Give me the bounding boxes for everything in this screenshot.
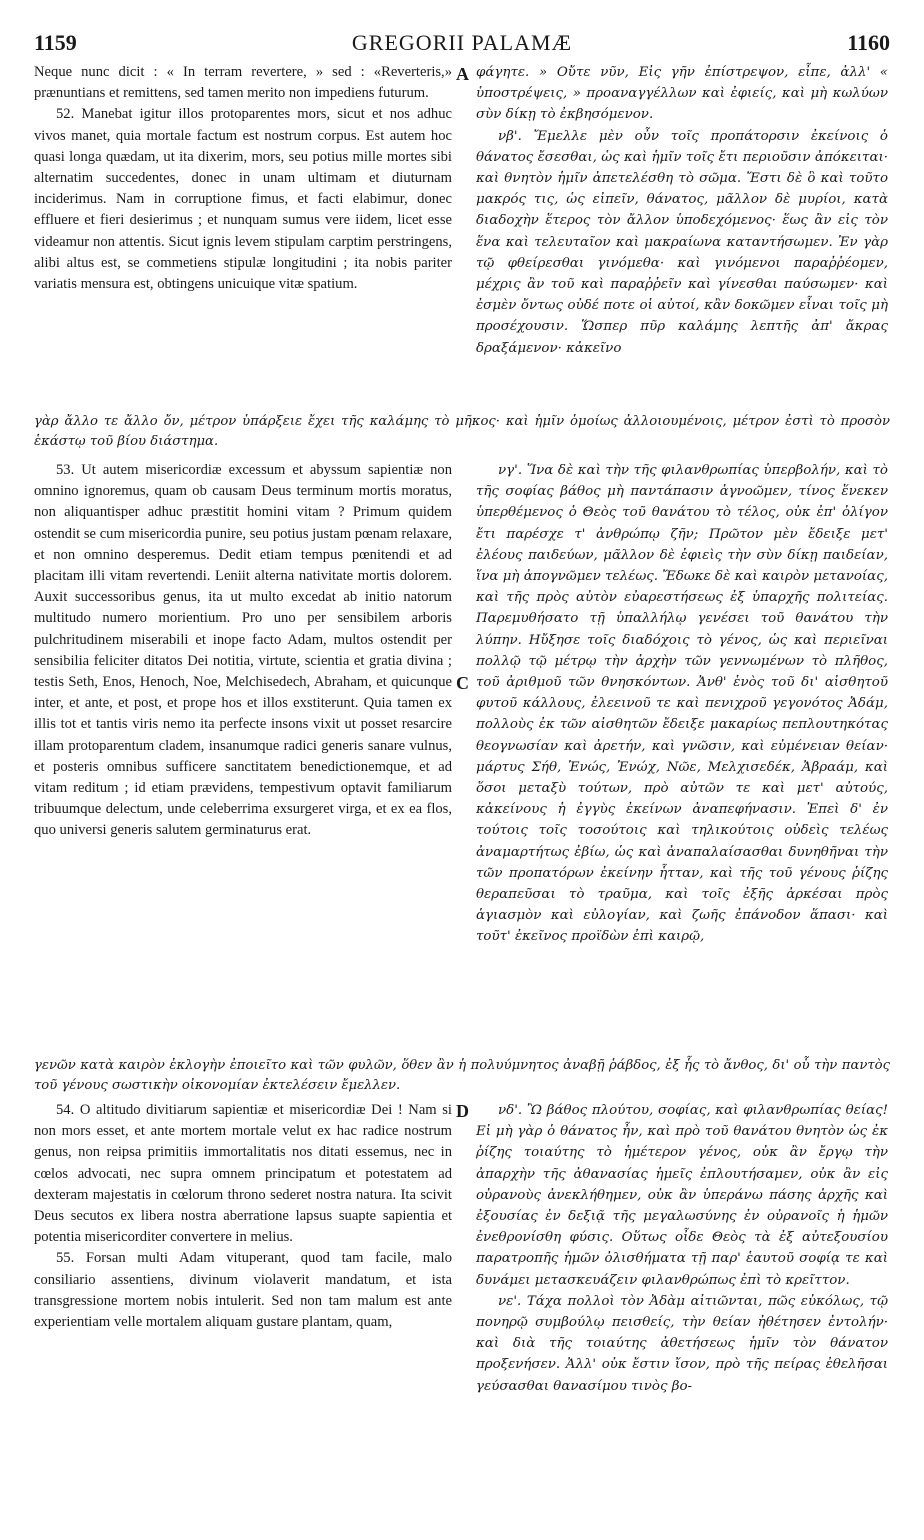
- running-title: GREGORII PALAMÆ: [351, 30, 573, 55]
- greek-paragraph: νβ'. Ἔμελλε μὲν οὖν τοῖς προπάτορσιν ἐκείνοις ὁ θάνατος ἔσεσθαι, ὡς καὶ ἡμῖν τοῖς ἔτι περιοῦσιν ἀπόκειται· καὶ θνητὸν ἡμῖν ἀπετελέσθη τὸ σῶμα. Ἔστι δὲ ὃ καὶ τοῦτο μακρός τις, ὡς εἰπεῖν, θάνατος, μᾶλλον δὲ μυρίοι, κατὰ διαδοχὴν ἕτερος τὸν ἄλλον ὑποδεχόμενος· ἕως ἂν εἰς τὸν ἕνα καὶ τελευταῖον καὶ μακραίωνα καταντήσωμεν. Ἐν γὰρ τῷ φθείρεσθαι γινόμεθα· καὶ γινόμενοι παραῤῥέομεν, μέχρις ἂν τοῦ καὶ παραῤῥεῖν καὶ γίνεσθαι παύσωμεν· καὶ ἐσμὲν ὄντως οὐδέ ποτε οἱ αὐτοί, κἂν δοκῶμεν εἶναι τοῖς μὴ προσέχουσιν. Ὥσπερ πῦρ καλάμης λεπτῆς ἀπ' ἄκρας δραξάμενον· κἀκεῖνο: [476, 128, 888, 356]
- latin-paragraph: 55. Forsan multi Adam vituperant, quod tam facile, malo consiliario assentiens, divinum violaverit mandatum, et ista transgressione mortem nobis intulerit. Sed non tam malum est ante experientiam velle mortalem aliquam gustare plantam, quam,: [34, 1250, 452, 1331]
- latin-column-section-a: [34, 62, 452, 295]
- latin-paragraph: 52. Manebat igitur illos protoparentes mors, sicut et nos adhuc vivos manet, quia mortale factum est nostrum corpus. Est autem hoc quasi longa quædam, ut ita dixerim, mors, seu potius mille mortes sibi alternatim succedentes, donec in unam ultimam et diuturnam inciderimus. Nam in corruptione fimus, et facti elabimur, donec effluere et fieri desierimus ; et nunquam sumus vere iidem, licet esse videamur non attentis. Sicut ignis levem stipulam carptim perstringens, alibi altus est, se commetiens stipulæ longitudini ; ita nobis pariter variatis mensura est, obtingens unicuique vitæ spatium.: [34, 106, 452, 293]
- greek-column-section-d: [476, 1100, 888, 1397]
- greek-column-section-a: [476, 62, 888, 359]
- latin-column-section-d: [34, 1100, 452, 1333]
- latin-column-section-c: [34, 460, 452, 842]
- margin-marker-d: D: [456, 1101, 469, 1121]
- greek-paragraph: νγ'. Ἵνα δὲ καὶ τὴν τῆς φιλανθρωπίας ὑπερβολήν, καὶ τὸ τῆς σοφίας βάθος μὴ παντάπασιν ἀγνοῶμεν, τίνος ἕνεκεν ὑπερθέμενος ὁ Θεὸς τοῦ θανάτου τὸ τέλος, οὐκ ἐπ' ὀλίγον ἔτι παρέσχε τ' ἀνθρώπῳ ζῆν; Πρῶτον μὲν ἔδειξε μετ' ἐλέους παιδεύων, μᾶλλον δὲ ἐφιεὶς τὴν σὺν δίκῃ παιδείαν, ἵνα μὴ ἀπογνῶμεν τελέως. Ἔδωκε δὲ καὶ καιρὸν μετανοίας, καὶ τῆς πρὸς αὐτὸν εὐαρεστήσεως ἐξ ὑπαρχῆς πολιτείας. Παρεμυθήσατο τῇ ὑπαλλήλῳ γενέσει τοῦ θανάτου τὴν λύπην. Ηὔξησε τοῖς διαδόχοις τὸ γένος, ὡς καὶ περιεῖναι πολλῷ τῷ μέτρῳ τὴν ἀρχὴν τῶν γεννωμένων τὸ πλῆθος, τοῦ ἀριθμοῦ τῶν θνησκόντων. Ἀνθ' ἑνὸς τοῦ δι' αἰσθητοῦ φυτοῦ κάλλους, ἐλεεινοῦ τε καὶ πενιχροῦ γεγονότος Ἀδάμ, πολλοὺς ἐκ τῶν αἰσθητῶν ἔδειξε μακαρίως πεπλουτηκότας θεογνωσίαν καὶ ἀρετήν, καὶ γνῶσιν, καὶ εὐμένειαν θείαν· μάρτυς Σήθ, Ἐνώς, Ἐνώχ, Νῶε, Μελχισεδέκ, Ἀβραάμ, καὶ ὅσοι μεταξὺ τούτων, πρὸ αὐτῶν τε καὶ μετ' αὐτούς, κἀκείνους ἡ ἐγγὺς ἐκείνων ἀναπεφήνασιν. Ἐπεὶ δ' ἐν τούτοις τοῖς τοσούτοις καὶ τηλικούτοις οὐδεὶς τελέως ἀναμαρτήτως ἐβίω, ὡς καὶ ἀναπαλαίσασθαι δυνηθῆναι τὴν τῶν προπατόρων ἐκείνην ἧτταν, καὶ τῆς τοῦ γένους ῥίζης θεραπεῦσαι τὸ τραῦμα, καὶ τοῖς ἐξῆς ἀρκέσαι πρὸς ἁγιασμὸν καὶ εὐλογίαν, καὶ ζωῆς ἐπάνοδον ἅπασι· καὶ τοῦτ' ἐκεῖνος προϊδὼν ἐπὶ καιρῷ,: [476, 463, 888, 945]
- margin-marker-c: C: [456, 673, 469, 693]
- page-header: [34, 30, 890, 60]
- greek-paragraph: νε'. Τάχα πολλοὶ τὸν Ἀδὰμ αἰτιῶνται, πῶς εὐκόλως, τῷ πονηρῷ συμβούλῳ πεισθείς, τὴν θείαν ἠθέτησεν ἐντολήν· καὶ διὰ τῆς τοιαύτης ἀθετήσεως ἡμῖν τὸν θάνατον προξενήσεν. Ἀλλ' οὐκ ἔστιν ἴσον, πρὸ τῆς πείρας ἐθελῆσαι γεύσασθαι θανασίμου τινὸς βο-: [476, 1293, 888, 1394]
- greek-paragraph: φάγητε. » Οὔτε νῦν, Εἰς γῆν ἐπίστρεψον, εἶπε, ἀλλ' « ὑποστρέψεις, » προαναγγέλλων καὶ ἐφιείς, καὶ μὴ κωλύων σὺν δίκῃ τὸ ἐκβησόμενον.: [476, 65, 888, 123]
- greek-paragraph: νδ'. Ὢ βάθος πλούτου, σοφίας, καὶ φιλανθρωπίας θείας! Εἰ μὴ γὰρ ὁ θάνατος ἦν, καὶ πρὸ τοῦ θανάτου θνητὸν ὡς ἐκ ῥίζης τοιαύτης τὸ ἡμέτερον γένος, οὐκ ἂν ἔργῳ τὴν ἀπαρχὴν τῆς ἀθανασίας ἡμεῖς ἐπλουτήσαμεν, οὐκ ἂν εἰς οὐρανοὺς ἀνεκλήθημεν, οὐκ ἂν ὑπεράνω πάσης ἀρχῆς καὶ ἐξουσίας ἐν δεξιᾷ τῆς μεγαλωσύνης ἐν οὐρανοῖς ἡ ἡμῶν ἐνεθρονίσθη φύσις. Οὕτως οἶδε Θεὸς τὰ ἐξ αὐτεξουσίου παρατροπῆς ἡμῶν ὀλισθήματα τῇ παρ' ἑαυτοῦ σοφίᾳ τε καὶ δυνάμει μετασκευάζειν φιλανθρώπως ἐπὶ τὸ κρεῖττον.: [476, 1103, 888, 1288]
- latin-paragraph: Neque nunc dicit : « In terram revertere, » sed : «Reverteris,» prænuntians et remittens, sed tamen merito non impediens futurum.: [34, 64, 452, 102]
- greek-column-section-c: [476, 460, 888, 948]
- latin-paragraph: 54. O altitudo divitiarum sapientiæ et misericordiæ Dei ! Nam si non mors esset, et ante mortem mortale velut ex hac radice nostrum genus, non reipsa primitiis immortalitatis nos ditati essemus, nec in cœlos advocati, nec supra omnem principatum et potestatem ad dexteram majestatis in cœlorum throno sederet nostra natura. Ita scivit Deus secutos ex libera nostra aberratione lapsus suapte sapientia et potentia misericorditer convertere in melius.: [34, 1102, 452, 1246]
- latin-paragraph: 53. Ut autem misericordiæ excessum et abyssum sapientiæ non omnino ignoremus, quam ob causam Deus terminum mortis moratus, non aliquantisper adhuc præstitit homini vitam ? Primum quidem ostendit se cum misericordia punire, seu potius justam pœnam relaxare, et non omnino desperemus. Dedit etiam tempus pœnitendi et ad placitam illi vitam revertendi. Leniit alterna nativitate mortis dolorem. Auxit successoribus genus, ita ut multo excedat ab initio natorum multitudo numero morientium. Pro uno per sensibilem arboris pulchritudinem miserabili et inope facto Adam, multos ostendit per sensibilia feliciter ditatos Dei notitia, virtute, scientia et gratia divina ; testis Seth, Enos, Henoch, Noe, Melchisedech, Abraham, et quicunque inter, et ante, et post, et prope hos et illos exstiterunt. Quia tamen ex illis tot et tantis viris nemo ita perfecte insons vixit ut posset resarcire illam protoparentum cladem, insanumque radici generis sanare vulnus, et posteris omnibus sufficere sanctitatem benedictionemque, et ad vitam reditum ; id etiam prævidens, tempestivum optavit familiarum tribuumque delectum, unde celeberrima exsurgeret virga, et ex ea flos, quo universi generis salutem germinaturus erat.: [34, 462, 452, 839]
- full-width-greek-line: γὰρ ἄλλο τε ἄλλο ὄν, μέτρον ὑπάρξειε ἔχει τῆς καλάμης τὸ μῆκος· καὶ ἡμῖν ὁμοίως ἀλλοιουμένοις, μέτρον ἐστὶ τὸ προσὸν ἑκάστῳ τοῦ βίου διάστημα.: [34, 414, 890, 449]
- page-number-right: 1160: [847, 30, 890, 55]
- page-number-left: 1159: [34, 30, 77, 55]
- full-width-greek-line: γενῶν κατὰ καιρὸν ἐκλογὴν ἐποιεῖτο καὶ τῶν φυλῶν, ὅθεν ἂν ἡ πολυύμνητος ἀναβῇ ῥάβδος, ἐξ ἧς τὸ ἄνθος, δι' οὗ τὴν παντὸς τοῦ γένους σωστικὴν οἰκονομίαν ἐκτελέσειν ἔμελλεν.: [34, 1058, 890, 1093]
- margin-marker-a: A: [456, 64, 469, 84]
